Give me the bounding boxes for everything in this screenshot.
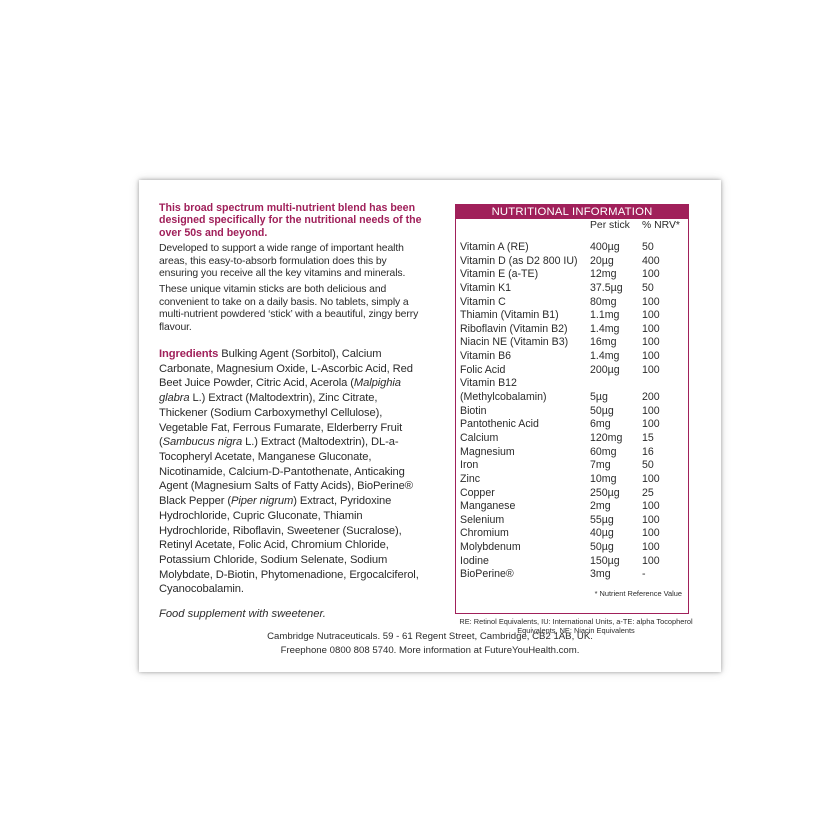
ingredients-part: L.) Extract (Maltodextrin), Zinc Citrate, Thickener (Sodium Carboxymethyl Cellulose), Vegetable Fat, Ferrous Fumarate, Elderberry Fruit (: [159, 392, 403, 449]
nutrient-row: [460, 350, 688, 364]
nutrient-nrv: 100: [642, 472, 660, 485]
nutrient-row: [460, 514, 688, 528]
nutrient-name: Vitamin B6: [460, 350, 512, 363]
nutrient-row: [460, 459, 688, 473]
nutrient-row: [460, 568, 688, 582]
nutrient-row: [460, 487, 688, 501]
nutrient-amount: 250µg: [590, 486, 620, 499]
nutrient-nrv: 100: [642, 541, 660, 554]
nutrient-name: Manganese: [460, 500, 516, 513]
nutrient-name: Chromium: [460, 527, 509, 540]
nutrient-nrv: 16: [642, 445, 654, 458]
nutrient-row: [460, 541, 688, 555]
nutrient-nrv: 100: [642, 363, 660, 376]
nutrient-nrv: 100: [642, 404, 660, 417]
nutrient-name: Copper: [460, 486, 495, 499]
nutrient-amount: 6mg: [590, 418, 611, 431]
nutrient-amount: 1.4mg: [590, 322, 620, 335]
nutrient-row: [460, 364, 688, 378]
nutrient-nrv: 100: [642, 418, 660, 431]
nutrient-nrv: 100: [642, 554, 660, 567]
ingredients-latin-name: Malpighia glabra: [159, 377, 401, 405]
description-column: [159, 202, 427, 620]
nutrient-name: Zinc: [460, 472, 481, 485]
address-line-1: Cambridge Nutraceuticals. 59 - 61 Regent Street, Cambridge, CB2 1AB, UK.: [267, 631, 593, 642]
nutrient-row: [460, 255, 688, 269]
nutrient-amount: 150µg: [590, 554, 620, 567]
ingredients-text: [159, 347, 427, 597]
nutrient-name: Selenium: [460, 513, 505, 526]
nutrient-amount: 50µg: [590, 541, 614, 554]
nutrient-row: [460, 405, 688, 419]
nutrient-amount: 120mg: [590, 431, 623, 444]
nutrient-amount: 12mg: [590, 268, 617, 281]
nutrient-name: Biotin: [460, 404, 487, 417]
ingredients-label: Ingredients: [159, 348, 219, 361]
nutrient-amount: 55µg: [590, 513, 614, 526]
nutrient-nrv: 15: [642, 431, 654, 444]
nutrient-nrv: 25: [642, 486, 654, 499]
nutrient-amount: 7mg: [590, 459, 611, 472]
nrv-footnote: * Nutrient Reference Value: [594, 589, 682, 598]
column-nrv: % NRV*: [642, 220, 680, 231]
nutrition-table-title: NUTRITIONAL INFORMATION: [456, 205, 688, 219]
nutrient-name: Thiamin (Vitamin B1): [460, 309, 559, 322]
nutrient-nrv: 100: [642, 350, 660, 363]
nutrient-row: [460, 473, 688, 487]
nutrient-amount: 40µg: [590, 527, 614, 540]
nutrient-amount: 3mg: [590, 568, 611, 581]
nutrient-amount: 16mg: [590, 336, 617, 349]
nutrient-name: Magnesium: [460, 445, 515, 458]
nutrient-row: [460, 500, 688, 514]
nutrient-name: Folic Acid: [460, 363, 506, 376]
nutrient-row: [460, 377, 688, 391]
nutrient-name: Vitamin A (RE): [460, 241, 529, 253]
nutrient-row: [460, 296, 688, 310]
nutrient-nrv: 100: [642, 268, 660, 281]
nutrient-name: Vitamin D (as D2 800 IU): [460, 254, 578, 267]
nutrient-name: Vitamin B12: [460, 377, 517, 390]
nutrient-nrv: 50: [642, 241, 654, 253]
nutrient-amount: 60mg: [590, 445, 617, 458]
nutrient-name: Iron: [460, 459, 479, 472]
nutrient-name: Iodine: [460, 554, 489, 567]
nutrient-name: Molybdenum: [460, 541, 521, 554]
nutrient-nrv: 50: [642, 281, 654, 294]
nutrient-row: [460, 446, 688, 460]
nutrient-amount: 10mg: [590, 472, 617, 485]
nutrient-row: [460, 268, 688, 282]
nutrient-amount: 37.5µg: [590, 281, 623, 294]
nutrition-rows: [460, 241, 688, 582]
nutrient-name: Niacin NE (Vitamin B3): [460, 336, 569, 349]
ingredients-part: L.) Extract (Maltodextrin), DL-a-Tocopheryl Acetate, Manganese Gluconate, Nicotinamide, Calcium-D-Pantothenate, Anticaking Agent (Magnesium Salts of Fatty Acids), BioPerine® Black Pepper (: [159, 436, 413, 508]
nutrient-row: [460, 432, 688, 446]
nutrient-amount: 80mg: [590, 295, 617, 308]
nutrient-row: [460, 527, 688, 541]
nutrient-nrv: 100: [642, 527, 660, 540]
intro-paragraph-2: These unique vitamin sticks are both delicious and convenient to take on a daily basis. No tablets, simply a multi-nutrient powdered ‘stick’ with a beautiful, zingy berry flavour.: [159, 284, 419, 333]
ingredients-part: Bulking Agent (Sorbitol), Calcium Carbonate, Magnesium Oxide, L-Ascorbic Acid, Red Beet Juice Powder, Citric Acid, Acerola (: [159, 348, 413, 390]
nutrient-amount: 1.4mg: [590, 350, 620, 363]
nutrition-table: [455, 204, 689, 614]
nutrient-amount: 1.1mg: [590, 309, 620, 322]
address-line-2: Freephone 0800 808 5740. More information at FutureYouHealth.com.: [280, 644, 580, 656]
nutrient-name: Pantothenic Acid: [460, 418, 539, 431]
nutrient-amount: 2mg: [590, 500, 611, 513]
nutrient-nrv: -: [642, 568, 646, 581]
nutrient-row: [460, 555, 688, 569]
nutrient-row: [460, 336, 688, 350]
nutrient-row: [460, 391, 688, 405]
nutrient-row: [460, 282, 688, 296]
nutrient-amount: 50µg: [590, 404, 614, 417]
supplement-note: Food supplement with sweetener.: [159, 608, 326, 621]
nutrient-amount: 20µg: [590, 254, 614, 267]
lead-heading: This broad spectrum multi-nutrient blend has been designed specifically for the nutritional needs of the over 50s and beyond.: [159, 202, 422, 239]
nutrient-name: Vitamin C: [460, 295, 506, 308]
nutrient-name: Calcium: [460, 431, 499, 444]
nutrient-amount: 200µg: [590, 363, 620, 376]
nutrient-name: BioPerine®: [460, 568, 514, 581]
nutrient-nrv: 100: [642, 309, 660, 322]
nutrient-row: [460, 241, 688, 255]
nutrient-nrv: 100: [642, 336, 660, 349]
ingredients-latin-name: Sambucus nigra: [162, 436, 243, 449]
nutrient-nrv: 100: [642, 295, 660, 308]
ingredients-part: ) Extract, Pyridoxine Hydrochloride, Cupric Gluconate, Thiamin Hydrochloride, Riboflavin, Sweetener (Sucralose), Retinyl Acetate, Folic Acid, Chromium Chloride, Potassium Chloride, Sodium Selenate, Sodium Molybdate, D-Biotin, Phytomenadione, Ergocalciferol, Cyanocobalamin.: [159, 495, 419, 596]
ingredients-latin-name: Piper nigrum: [230, 495, 294, 508]
nutrient-row: [460, 309, 688, 323]
nutrient-amount: 400µg: [590, 241, 620, 253]
nutrient-name: Riboflavin (Vitamin B2): [460, 322, 568, 335]
nutrition-table-header: [456, 219, 688, 233]
nutrient-nrv: 100: [642, 513, 660, 526]
nutrient-row: [460, 323, 688, 337]
product-label-card: [139, 180, 721, 672]
company-address: [139, 630, 721, 657]
nutrient-name: Vitamin E (a-TE): [460, 268, 539, 281]
nutrient-nrv: 400: [642, 254, 660, 267]
nutrient-nrv: 100: [642, 500, 660, 513]
nutrient-amount: 5µg: [590, 391, 608, 404]
abbreviation-note: RE: Retinol Equivalents, IU: International Units, a-TE: alpha Tocopherol Equivalents, NE: Niacin Equivalents: [459, 617, 693, 635]
nutrient-nrv: 50: [642, 459, 654, 472]
column-per-stick: Per stick: [590, 220, 630, 231]
intro-paragraph-1: Developed to support a wide range of important health areas, this easy-to-absorb formulation does this by ensuring you receive all the key vitamins and minerals.: [159, 243, 406, 280]
nutrient-nrv: 100: [642, 322, 660, 335]
nutrient-row: [460, 418, 688, 432]
nutrient-name: (Methylcobalamin): [460, 391, 547, 404]
nutrient-name: Vitamin K1: [460, 281, 512, 294]
nutrient-nrv: 200: [642, 391, 660, 404]
